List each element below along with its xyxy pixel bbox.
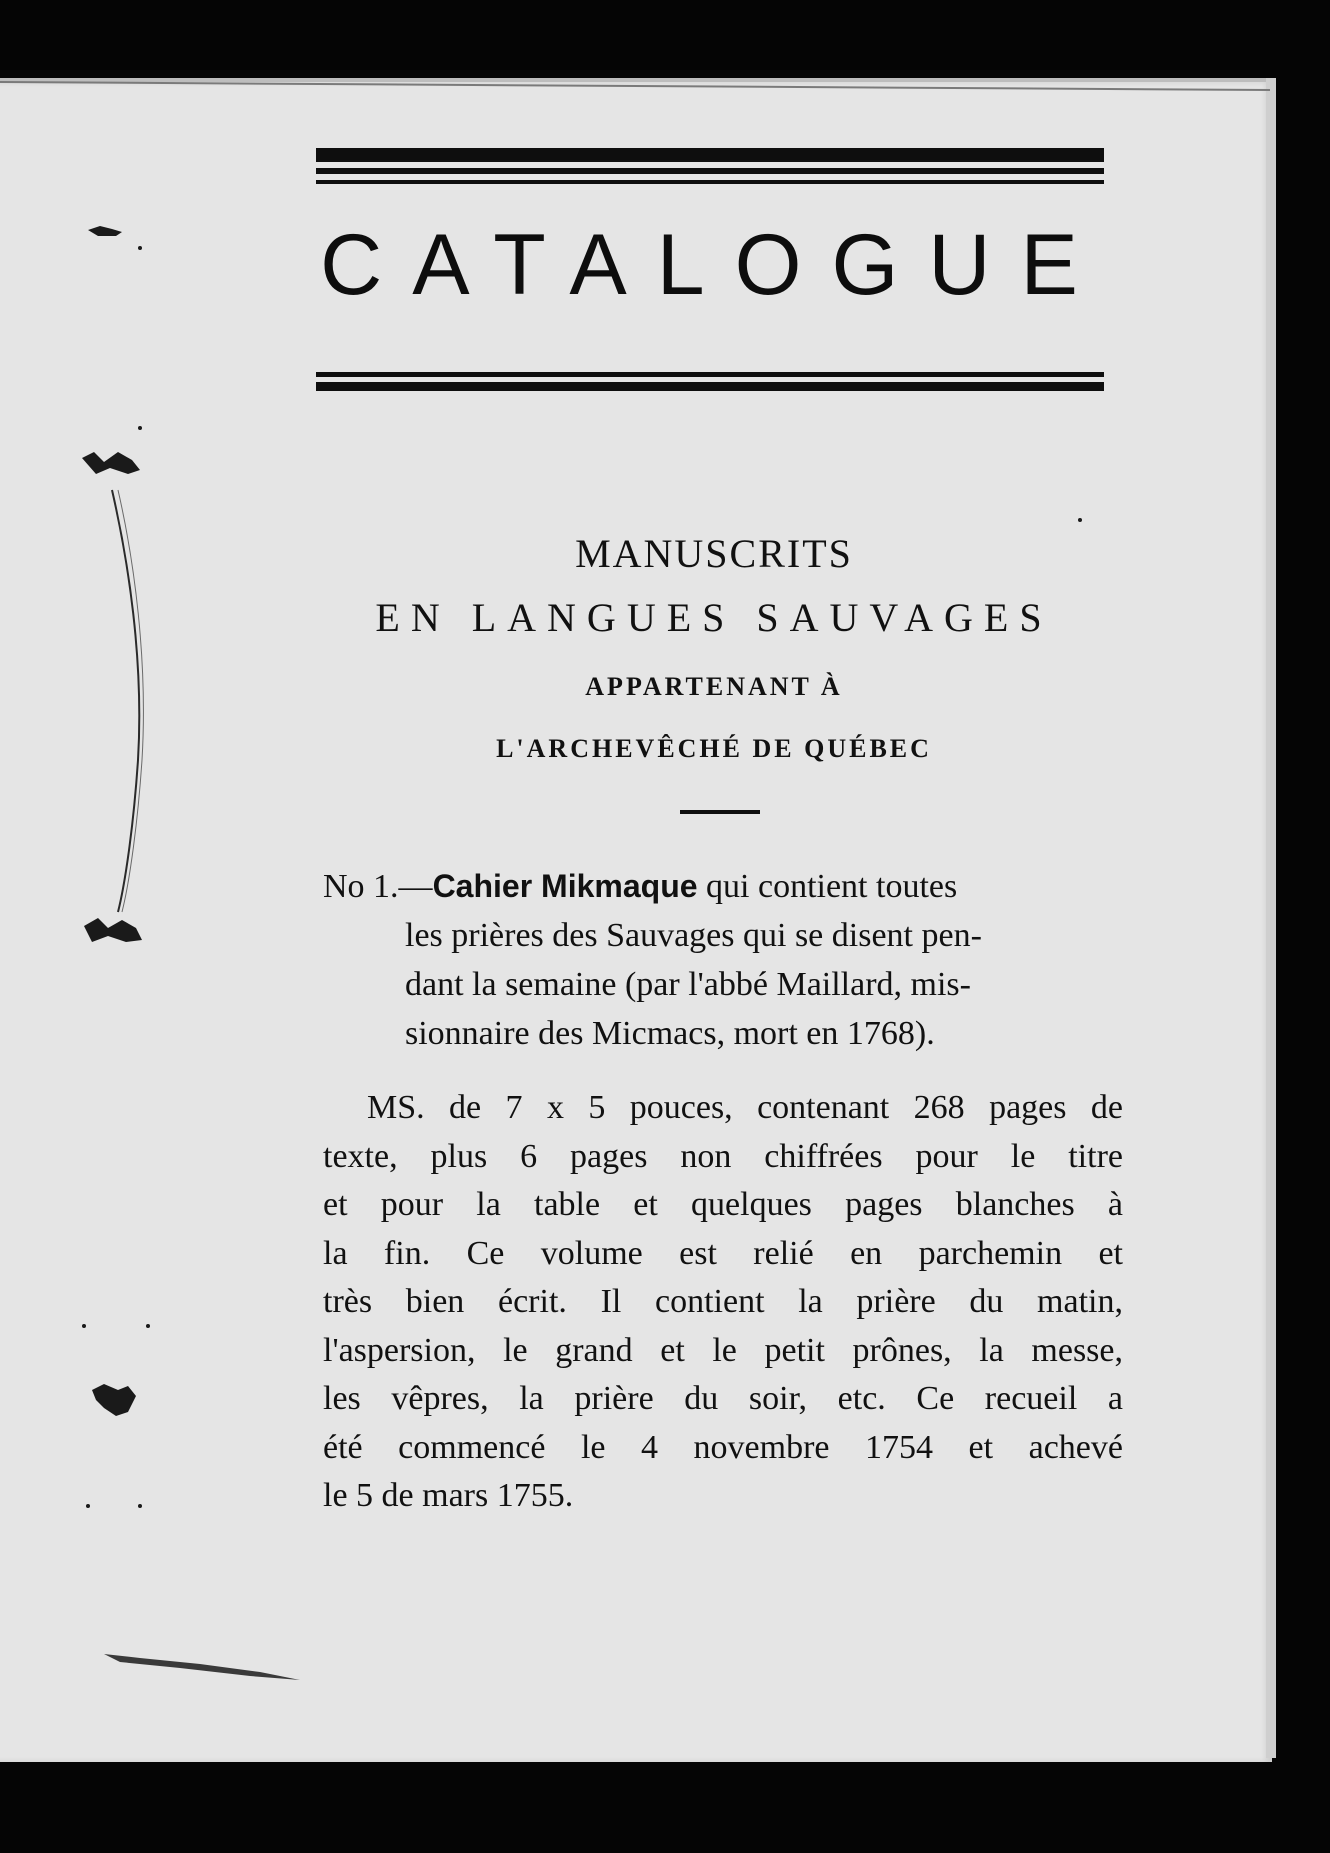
paragraph-line: le 5 de mars 1755.: [323, 1477, 574, 1514]
entry-line-1: qui contient toutes: [697, 868, 958, 905]
page-title: CATALOGUE: [320, 217, 1108, 313]
top-rule-middle: [316, 168, 1104, 174]
entry-first-line: [323, 862, 1123, 911]
entry-line-4: sionnaire des Micmacs, mort en 1768).: [405, 1015, 935, 1052]
top-rule-thin: [316, 180, 1104, 184]
paragraph-line: texte, plus 6 pages non chiffrées pour le titre: [323, 1137, 1123, 1175]
catalogue-entry: [323, 862, 1123, 1058]
subtitle-line-3: APPARTENANT À: [585, 672, 843, 701]
paragraph-line: très bien écrit. Il contient la prière du matin,: [323, 1283, 1123, 1320]
paragraph-line: la fin. Ce volume est relié en parchemin et: [323, 1234, 1123, 1272]
subtitle-line-1: MANUSCRITS: [575, 531, 853, 576]
title-rule-thick: [316, 382, 1104, 391]
paragraph-line: l'aspersion, le grand et le petit prônes, la messe,: [323, 1331, 1123, 1369]
paragraph-line: et pour la table et quelques pages blanches à: [323, 1186, 1123, 1223]
paragraph-line: été commencé le 4 novembre 1754 et achevé: [323, 1428, 1123, 1466]
entry-heading: Cahier Mikmaque: [432, 868, 698, 904]
paragraph-line: MS. de 7 x 5 pouces, contenant 268 pages de: [367, 1089, 1123, 1126]
description-paragraph: [323, 1084, 1123, 1521]
section-divider: [680, 810, 760, 814]
top-rule-thick: [316, 148, 1104, 162]
paragraph-line: les vêpres, la prière du soir, etc. Ce recueil a: [323, 1380, 1123, 1417]
subtitle-line-4: L'ARCHEVÊCHÉ DE QUÉBEC: [496, 734, 932, 763]
entry-line-2: les prières des Sauvages qui se disent pen-: [405, 917, 982, 954]
title-rule-thin: [316, 372, 1104, 377]
entry-line-3: dant la semaine (par l'abbé Maillard, mis-: [405, 966, 971, 1003]
entry-number: No 1.—: [323, 868, 433, 905]
subtitle-line-2: EN LANGUES SAUVAGES: [375, 595, 1053, 640]
